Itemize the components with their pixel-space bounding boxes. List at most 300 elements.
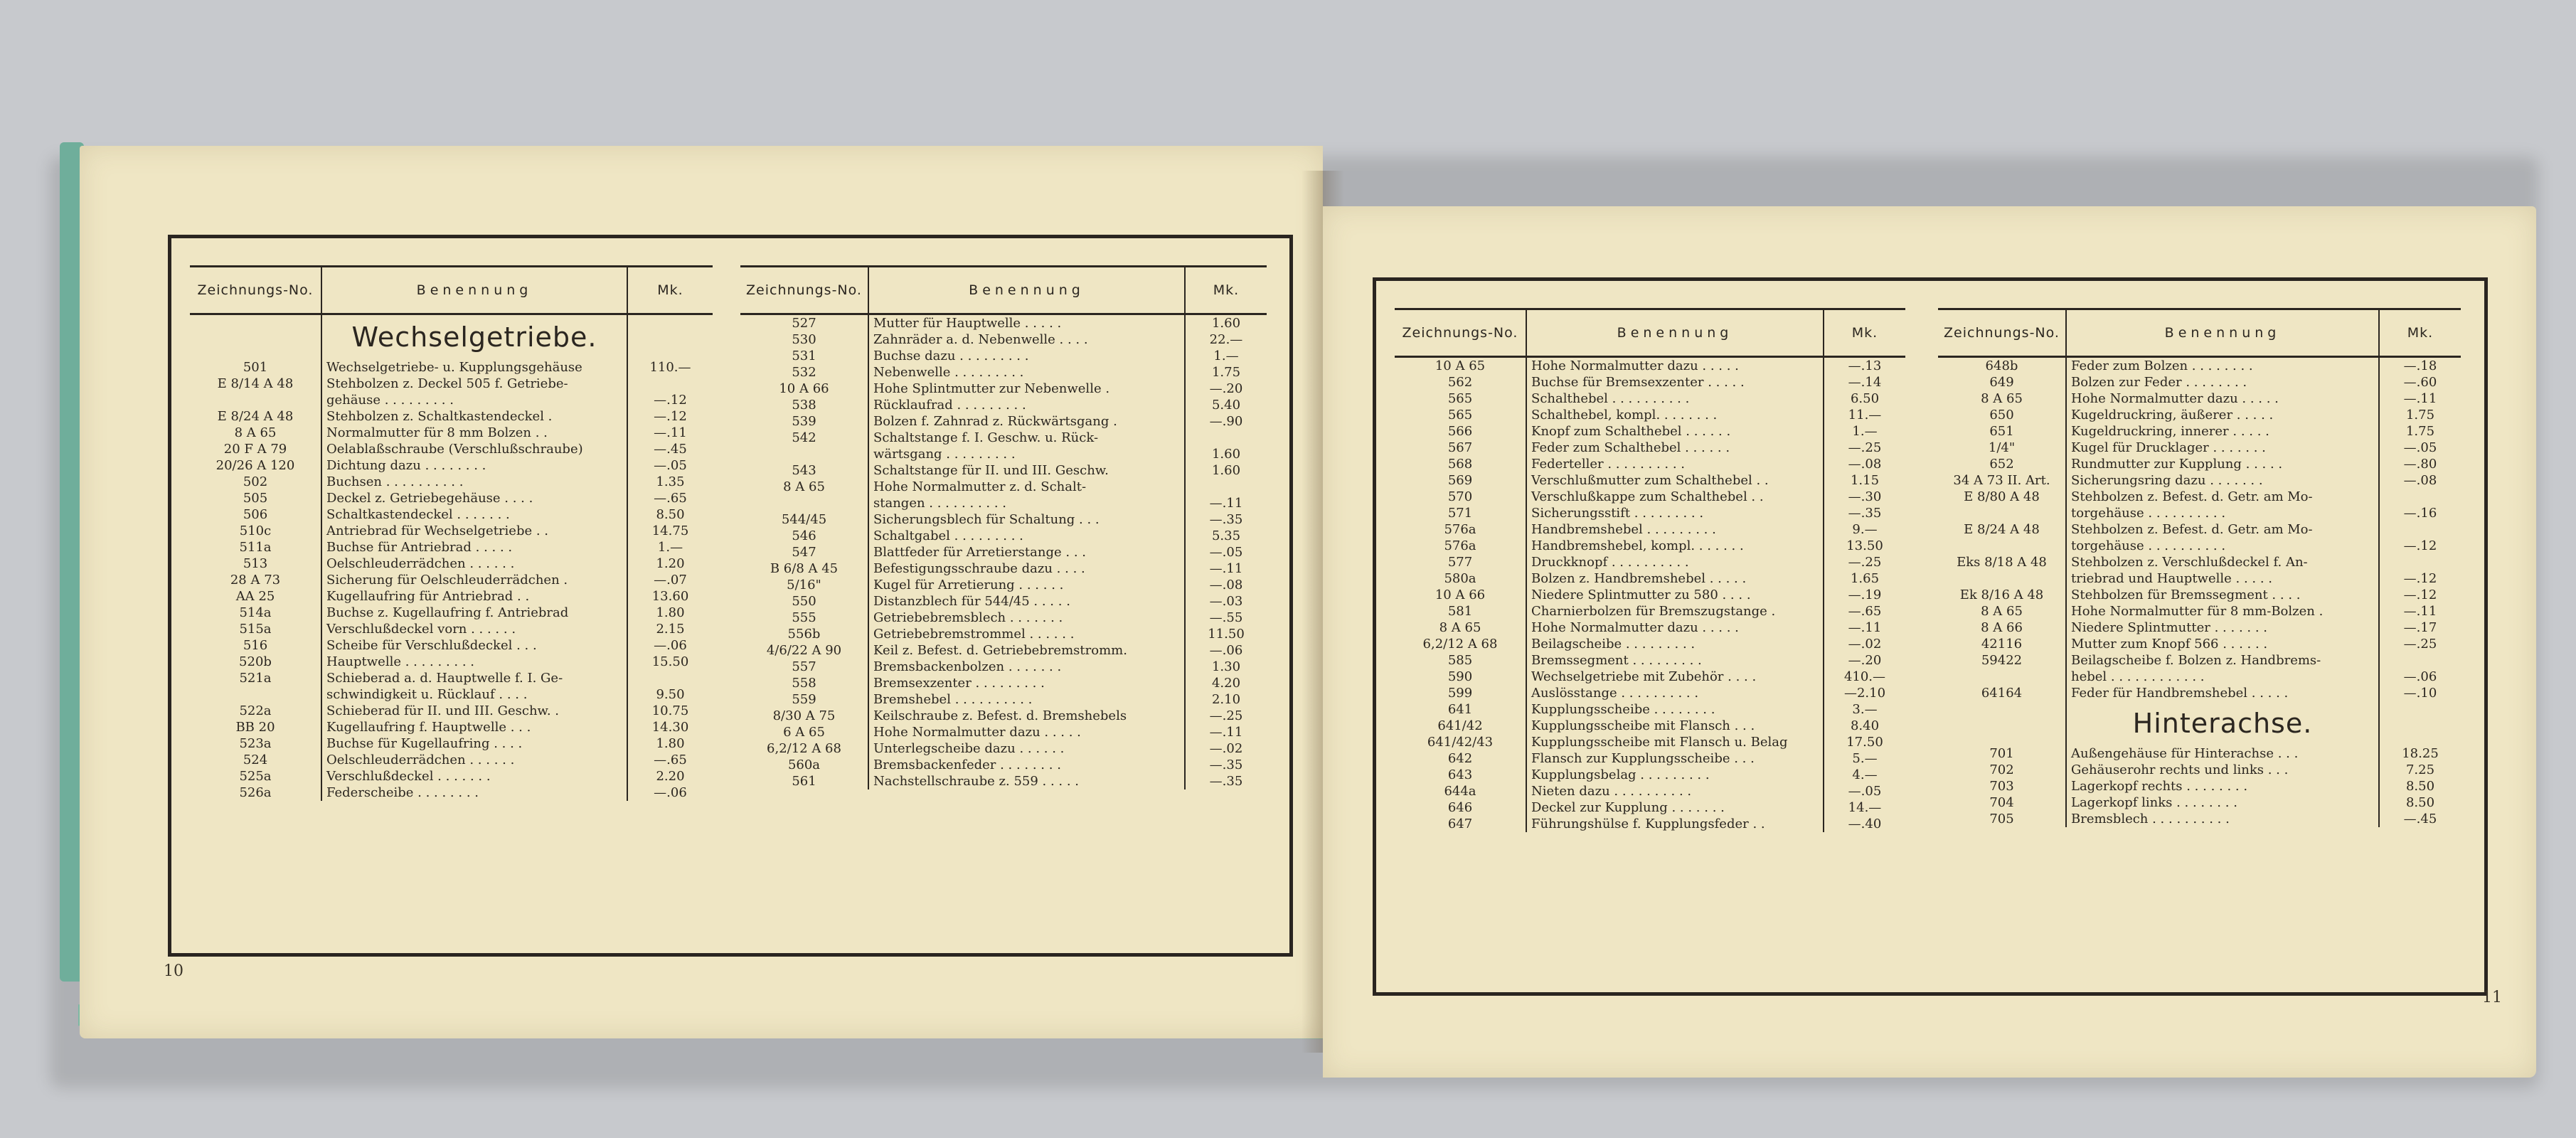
table-row bbox=[1395, 538, 1905, 554]
part-name: Bolzen zur Feder . . . . . . . . bbox=[2066, 374, 2379, 390]
part-price: —.08 bbox=[2403, 473, 2437, 488]
part-name: Kupplungsbelag . . . . . . . . . bbox=[1526, 767, 1824, 783]
table-row bbox=[1938, 685, 2461, 701]
table-row bbox=[740, 544, 1267, 560]
part-price: 8.40 bbox=[1850, 718, 1880, 733]
part-name: Schaltgabel . . . . . . . . . bbox=[868, 528, 1185, 544]
table-row bbox=[740, 528, 1267, 544]
table-row bbox=[190, 670, 713, 686]
part-name: Bremsbackenbolzen . . . . . . . bbox=[868, 659, 1185, 675]
part-name: Stehbolzen z. Verschlußdeckel f. An- bbox=[2066, 554, 2379, 570]
part-number: 642 bbox=[1447, 751, 1473, 766]
part-number: 501 bbox=[243, 360, 268, 375]
part-name: Niedere Splintmutter . . . . . . . bbox=[2066, 619, 2379, 636]
part-number: E 8/80 A 48 bbox=[1964, 489, 2040, 504]
part-number: 521a bbox=[239, 671, 272, 686]
part-number: 571 bbox=[1447, 506, 1473, 521]
part-name: Handbremshebel . . . . . . . . . bbox=[1526, 521, 1824, 538]
table-row bbox=[1395, 652, 1905, 669]
part-number: 561 bbox=[792, 774, 816, 789]
part-price: —.14 bbox=[1848, 375, 1882, 390]
part-name: Getriebebremsblech . . . . . . . bbox=[868, 610, 1185, 626]
part-name: Keilschraube z. Befest. d. Bremshebels bbox=[868, 708, 1185, 724]
part-price: 4.— bbox=[1852, 767, 1878, 782]
part-name: Bremshebel . . . . . . . . . . bbox=[868, 691, 1185, 708]
part-price: 1.15 bbox=[1850, 473, 1880, 488]
part-price: 1.75 bbox=[2405, 424, 2435, 439]
part-name: Befestigungsschraube dazu . . . . bbox=[868, 560, 1185, 577]
table-row bbox=[1395, 750, 1905, 767]
part-number: 513 bbox=[243, 556, 268, 571]
parts-table-right-1 bbox=[1395, 308, 1905, 832]
part-number: 651 bbox=[1989, 424, 2014, 439]
part-price: —.11 bbox=[654, 425, 687, 440]
table-row bbox=[1938, 811, 2461, 827]
table-row bbox=[740, 642, 1267, 659]
section-heading: Hinterachse. bbox=[2066, 701, 2379, 745]
part-number: 547 bbox=[792, 545, 816, 560]
part-name: Schieberad für II. und III. Geschw. . bbox=[321, 703, 627, 719]
part-name: Hohe Normalmutter z. d. Schalt- bbox=[868, 479, 1185, 495]
part-name: Stehbolzen z. Deckel 505 f. Getriebe- bbox=[321, 376, 627, 392]
table-row bbox=[1395, 587, 1905, 603]
part-number: 644a bbox=[1444, 784, 1476, 799]
part-name: Normalmutter für 8 mm Bolzen . . bbox=[321, 425, 627, 441]
part-number: 646 bbox=[1447, 800, 1473, 815]
part-name: Druckknopf . . . . . . . . . . bbox=[1526, 554, 1824, 570]
part-name: Schieberad a. d. Hauptwelle f. I. Ge- bbox=[321, 670, 627, 686]
table-row bbox=[1938, 489, 2461, 505]
part-number: 20 F A 79 bbox=[223, 442, 287, 457]
part-name: Niedere Splintmutter zu 580 . . . . bbox=[1526, 587, 1824, 603]
part-price bbox=[2379, 489, 2461, 505]
part-price: 1.75 bbox=[1211, 365, 1241, 380]
part-price: —.45 bbox=[2403, 812, 2437, 826]
table-row bbox=[190, 572, 713, 588]
part-name: torgehäuse . . . . . . . . . . bbox=[2066, 538, 2379, 554]
table-row bbox=[1395, 783, 1905, 799]
part-number: 565 bbox=[1447, 391, 1473, 406]
table-row bbox=[1395, 554, 1905, 570]
part-name: Buchse z. Kugellaufring f. Antriebrad bbox=[321, 605, 627, 621]
part-price: —.30 bbox=[1848, 489, 1882, 504]
table-row bbox=[740, 314, 1267, 332]
part-number: 527 bbox=[792, 316, 816, 331]
table-row bbox=[1395, 489, 1905, 505]
part-number: 704 bbox=[1989, 795, 2014, 810]
part-price: —.11 bbox=[1848, 620, 1882, 635]
part-number: 516 bbox=[243, 638, 268, 653]
part-name: Rundmutter zur Kupplung . . . . . bbox=[2066, 456, 2379, 472]
part-number: Eks 8/18 A 48 bbox=[1957, 555, 2047, 570]
part-name: Scheibe für Verschlußdeckel . . . bbox=[321, 637, 627, 654]
part-number: 8 A 66 bbox=[1981, 620, 2023, 635]
part-name: Hohe Normalmutter dazu . . . . . bbox=[2066, 390, 2379, 407]
part-price: —.20 bbox=[1209, 381, 1243, 396]
table-row bbox=[1395, 440, 1905, 456]
part-number: 703 bbox=[1989, 779, 2014, 794]
part-price: 2.10 bbox=[1211, 692, 1241, 707]
part-name: Mutter für Hauptwelle . . . . . bbox=[868, 314, 1185, 332]
part-name: Deckel z. Getriebegehäuse . . . . bbox=[321, 490, 627, 506]
table-row bbox=[740, 708, 1267, 724]
part-number: 577 bbox=[1447, 555, 1473, 570]
page-number-left: 10 bbox=[164, 962, 183, 980]
table-row bbox=[1395, 423, 1905, 440]
part-number: 650 bbox=[1989, 408, 2014, 422]
part-price: —.17 bbox=[2403, 620, 2437, 635]
table-row bbox=[1938, 794, 2461, 811]
part-number: 520b bbox=[239, 654, 272, 669]
part-name: Knopf zum Schalthebel . . . . . . bbox=[1526, 423, 1824, 440]
part-number: 524 bbox=[243, 753, 268, 767]
table-row bbox=[1395, 816, 1905, 832]
part-name: Oelschleuderrädchen . . . . . . bbox=[321, 752, 627, 768]
part-number: 10 A 65 bbox=[1435, 358, 1486, 373]
part-number: 1/4" bbox=[1988, 440, 2016, 455]
part-number: 515a bbox=[239, 622, 272, 637]
part-price bbox=[2379, 554, 2461, 570]
part-price: 10.75 bbox=[651, 703, 689, 718]
part-price: 8.50 bbox=[2405, 779, 2435, 794]
part-number: 562 bbox=[1447, 375, 1473, 390]
part-name: Charnierbolzen für Bremszugstange . bbox=[1526, 603, 1824, 619]
part-price: 5.— bbox=[1852, 751, 1878, 766]
table-row bbox=[1938, 357, 2461, 375]
part-price: —.35 bbox=[1209, 774, 1243, 789]
part-number: 648b bbox=[1985, 358, 2018, 373]
part-price: —.02 bbox=[1209, 741, 1243, 756]
table-row bbox=[190, 539, 713, 555]
part-number: 590 bbox=[1447, 669, 1473, 684]
part-number: 514a bbox=[239, 605, 272, 620]
table-row bbox=[1395, 669, 1905, 685]
part-price: —.05 bbox=[654, 458, 687, 473]
part-number: 10 A 66 bbox=[1435, 587, 1486, 602]
part-number: E 8/24 A 48 bbox=[217, 409, 294, 424]
table-row bbox=[190, 785, 713, 801]
part-price: 9.50 bbox=[656, 687, 685, 702]
part-name: Flansch zur Kupplungsscheibe . . . bbox=[1526, 750, 1824, 767]
part-number: 42116 bbox=[1981, 637, 2023, 652]
part-price: —.03 bbox=[1209, 594, 1243, 609]
part-number: 523a bbox=[239, 736, 272, 751]
table-row bbox=[1395, 734, 1905, 750]
part-name: Buchsen . . . . . . . . . . bbox=[321, 474, 627, 490]
part-number: 8 A 65 bbox=[234, 425, 277, 440]
part-price: —.12 bbox=[2403, 587, 2437, 602]
part-name: Hohe Normalmutter dazu . . . . . bbox=[1526, 619, 1824, 636]
table-row bbox=[1938, 390, 2461, 407]
column-header-price: Mk. bbox=[627, 267, 713, 314]
part-number: 8 A 65 bbox=[1981, 604, 2023, 619]
part-price: —.12 bbox=[654, 393, 687, 408]
part-number: 643 bbox=[1447, 767, 1473, 782]
part-price: —.11 bbox=[1209, 561, 1243, 576]
part-name: Kugeldruckring, äußerer . . . . . bbox=[2066, 407, 2379, 423]
part-number: 5/16" bbox=[787, 578, 821, 592]
part-number: 522a bbox=[239, 703, 272, 718]
part-name: Federscheibe . . . . . . . . bbox=[321, 785, 627, 801]
column-header-number: Zeichnungs-No. bbox=[740, 267, 868, 314]
table-row bbox=[1938, 521, 2461, 538]
table-row bbox=[190, 703, 713, 719]
part-name: Dichtung dazu . . . . . . . . bbox=[321, 457, 627, 474]
part-number: 576a bbox=[1444, 522, 1476, 537]
part-price: 13.50 bbox=[1846, 538, 1883, 553]
part-name: Schaltstange für II. und III. Geschw. bbox=[868, 462, 1185, 479]
part-price bbox=[2379, 652, 2461, 669]
part-name: Feder zum Bolzen . . . . . . . . bbox=[2066, 357, 2379, 375]
part-price: —2.10 bbox=[1843, 686, 1886, 701]
part-number: 526a bbox=[239, 785, 272, 800]
section-heading-row bbox=[190, 314, 713, 360]
table-row bbox=[740, 577, 1267, 593]
part-name: Lagerkopf rechts . . . . . . . . bbox=[2066, 778, 2379, 794]
part-number: 565 bbox=[1447, 408, 1473, 422]
part-number: BB 20 bbox=[235, 720, 275, 735]
part-price: 5.40 bbox=[1211, 398, 1241, 413]
part-name: Kupplungsscheibe mit Flansch . . . bbox=[1526, 718, 1824, 734]
part-price: —.13 bbox=[1848, 358, 1882, 373]
part-price: 14.75 bbox=[651, 523, 689, 538]
part-number: 701 bbox=[1989, 746, 2014, 761]
table-row bbox=[190, 376, 713, 392]
part-price: 5.35 bbox=[1211, 528, 1241, 543]
section-heading-row bbox=[1938, 701, 2461, 745]
table-row bbox=[190, 637, 713, 654]
table-row bbox=[1395, 456, 1905, 472]
table-row bbox=[1938, 505, 2461, 521]
part-number: 4/6/22 A 90 bbox=[766, 643, 842, 658]
part-name: Hohe Normalmutter für 8 mm-Bolzen . bbox=[2066, 603, 2379, 619]
table-row bbox=[1938, 374, 2461, 390]
part-name: Handbremshebel, kompl. . . . . . . bbox=[1526, 538, 1824, 554]
table-row bbox=[740, 610, 1267, 626]
table-row bbox=[740, 740, 1267, 757]
part-name: Wechselgetriebe mit Zubehör . . . . bbox=[1526, 669, 1824, 685]
part-price: —.08 bbox=[1848, 457, 1882, 472]
part-name: Gehäuserohr rechts und links . . . bbox=[2066, 762, 2379, 778]
table-row bbox=[740, 479, 1267, 495]
table-row bbox=[1395, 685, 1905, 701]
part-number bbox=[190, 686, 321, 703]
part-price: 8.50 bbox=[656, 507, 685, 522]
part-name: Nachstellschraube z. 559 . . . . . bbox=[868, 773, 1185, 789]
part-name: Wechselgetriebe- u. Kupplungsgehäuse bbox=[321, 359, 627, 376]
column-header-name: Benennung bbox=[868, 267, 1185, 314]
part-number bbox=[1938, 701, 2066, 745]
column-header-number: Zeichnungs-No. bbox=[1938, 309, 2066, 357]
part-price: 11.— bbox=[1848, 408, 1882, 422]
part-name: Buchse für Kugellaufring . . . . bbox=[321, 735, 627, 752]
part-price: 4.20 bbox=[1211, 676, 1241, 691]
part-price bbox=[2379, 521, 2461, 538]
column-header-name: Benennung bbox=[2066, 309, 2379, 357]
part-number: E 8/14 A 48 bbox=[217, 376, 294, 391]
part-name: Oelablaßschraube (Verschlußschraube) bbox=[321, 441, 627, 457]
part-name: Buchse dazu . . . . . . . . . bbox=[868, 348, 1185, 364]
part-number: 546 bbox=[792, 528, 816, 543]
part-price: 2.20 bbox=[656, 769, 685, 784]
table-row bbox=[1395, 636, 1905, 652]
part-price: 8.50 bbox=[2405, 795, 2435, 810]
part-price: —.16 bbox=[2403, 506, 2437, 521]
part-price bbox=[1185, 430, 1267, 446]
part-name: Hauptwelle . . . . . . . . . bbox=[321, 654, 627, 670]
part-price: —.65 bbox=[654, 491, 687, 506]
table-row bbox=[1395, 472, 1905, 489]
part-price: —.20 bbox=[1848, 653, 1882, 668]
part-name: Kugel für Arretierung . . . . . . bbox=[868, 577, 1185, 593]
part-number bbox=[1938, 538, 2066, 554]
part-name: Bremssegment . . . . . . . . . bbox=[1526, 652, 1824, 669]
part-name: Zahnräder a. d. Nebenwelle . . . . bbox=[868, 331, 1185, 348]
table-row bbox=[1938, 456, 2461, 472]
part-price: 15.50 bbox=[651, 654, 689, 669]
part-price: —.11 bbox=[1209, 496, 1243, 511]
column-header-price: Mk. bbox=[1185, 267, 1267, 314]
part-price: —.25 bbox=[1209, 708, 1243, 723]
part-number: 560a bbox=[787, 757, 821, 772]
table-row bbox=[1395, 619, 1905, 636]
part-name: gehäuse . . . . . . . . . bbox=[321, 392, 627, 408]
part-name: Bremsblech . . . . . . . . . . bbox=[2066, 811, 2379, 827]
part-number: 581 bbox=[1447, 604, 1473, 619]
part-number: 8 A 65 bbox=[783, 479, 825, 494]
part-name: Sicherungsstift . . . . . . . . . bbox=[1526, 505, 1824, 521]
column-header-name: Benennung bbox=[321, 267, 627, 314]
part-name: Unterlegscheibe dazu . . . . . . bbox=[868, 740, 1185, 757]
part-number: 599 bbox=[1447, 686, 1473, 701]
left-page-frame bbox=[168, 235, 1293, 957]
part-price: 410.— bbox=[1843, 669, 1886, 684]
part-price: 6.50 bbox=[1850, 391, 1880, 406]
table-row bbox=[1938, 778, 2461, 794]
part-number: 705 bbox=[1989, 812, 2014, 826]
table-row bbox=[740, 381, 1267, 397]
part-price: —.08 bbox=[1209, 578, 1243, 592]
part-price: 14.— bbox=[1848, 800, 1882, 815]
part-number: 570 bbox=[1447, 489, 1473, 504]
part-number: 559 bbox=[792, 692, 816, 707]
part-price: 3.— bbox=[1852, 702, 1878, 717]
part-price: —.35 bbox=[1209, 757, 1243, 772]
part-name: Kugellaufring f. Hauptwelle . . . bbox=[321, 719, 627, 735]
table-row bbox=[190, 686, 713, 703]
table-row bbox=[1395, 407, 1905, 423]
part-number: 585 bbox=[1447, 653, 1473, 668]
part-name: Außengehäuse für Hinterachse . . . bbox=[2066, 745, 2379, 762]
part-name: Distanzblech für 544/45 . . . . . bbox=[868, 593, 1185, 610]
part-price: —.12 bbox=[2403, 538, 2437, 553]
table-row bbox=[740, 462, 1267, 479]
part-price: 2.15 bbox=[656, 622, 685, 637]
part-price: —.55 bbox=[1209, 610, 1243, 625]
table-row bbox=[740, 757, 1267, 773]
part-price: —.25 bbox=[1848, 440, 1882, 455]
part-number: 569 bbox=[1447, 473, 1473, 488]
part-name: Schalthebel, kompl. . . . . . . . bbox=[1526, 407, 1824, 423]
table-row bbox=[740, 413, 1267, 430]
part-name: Lagerkopf links . . . . . . . . bbox=[2066, 794, 2379, 811]
part-name: Kupplungsscheibe mit Flansch u. Belag bbox=[1526, 734, 1824, 750]
part-price: —.65 bbox=[1848, 604, 1882, 619]
part-price: —.06 bbox=[2403, 669, 2437, 684]
table-row bbox=[740, 331, 1267, 348]
table-row bbox=[190, 719, 713, 735]
part-number: 505 bbox=[243, 491, 268, 506]
part-number: 510c bbox=[239, 523, 272, 538]
table-row bbox=[190, 441, 713, 457]
table-row bbox=[1395, 799, 1905, 816]
part-name: stangen . . . . . . . . . . bbox=[868, 495, 1185, 511]
table-row bbox=[740, 560, 1267, 577]
table-row bbox=[1938, 652, 2461, 669]
part-number: 511a bbox=[239, 540, 272, 555]
part-price: 13.60 bbox=[651, 589, 689, 604]
table-row bbox=[740, 348, 1267, 364]
part-name: Federteller . . . . . . . . . . bbox=[1526, 456, 1824, 472]
table-row bbox=[740, 495, 1267, 511]
part-price: 18.25 bbox=[2402, 746, 2439, 761]
part-price: 14.30 bbox=[651, 720, 689, 735]
part-price: 7.25 bbox=[2405, 762, 2435, 777]
part-name: Verschlußmutter zum Schalthebel . . bbox=[1526, 472, 1824, 489]
part-number: 543 bbox=[792, 463, 816, 478]
table-row bbox=[1938, 619, 2461, 636]
part-price: —.12 bbox=[2403, 571, 2437, 586]
part-number: 8 A 65 bbox=[1439, 620, 1481, 635]
part-price: —.25 bbox=[1848, 555, 1882, 570]
table-row bbox=[1938, 554, 2461, 570]
part-price: 1.65 bbox=[1850, 571, 1880, 586]
part-name: Bremsbackenfeder . . . . . . . . bbox=[868, 757, 1185, 773]
part-price: —.11 bbox=[1209, 725, 1243, 740]
table-row bbox=[190, 506, 713, 523]
part-price bbox=[2379, 701, 2461, 745]
part-number bbox=[740, 495, 868, 511]
part-number: 558 bbox=[792, 676, 816, 691]
part-number: 6,2/12 A 68 bbox=[767, 741, 841, 756]
part-price: 1.20 bbox=[656, 556, 685, 571]
part-price: —.02 bbox=[1848, 637, 1882, 652]
part-name: Oelschleuderrädchen . . . . . . bbox=[321, 555, 627, 572]
part-price: —.18 bbox=[2403, 358, 2437, 373]
table-row bbox=[1395, 357, 1905, 375]
table-row bbox=[740, 691, 1267, 708]
table-row bbox=[190, 555, 713, 572]
table-row bbox=[1938, 603, 2461, 619]
table-row bbox=[1395, 570, 1905, 587]
table-row bbox=[1938, 538, 2461, 554]
part-name: Kupplungsscheibe . . . . . . . . bbox=[1526, 701, 1824, 718]
part-name: Kugeldruckring, innerer . . . . . bbox=[2066, 423, 2379, 440]
table-row bbox=[1938, 762, 2461, 778]
part-price: —.06 bbox=[654, 638, 687, 653]
part-number bbox=[1938, 505, 2066, 521]
part-price: 17.50 bbox=[1846, 735, 1883, 750]
parts-table-left-2 bbox=[740, 265, 1267, 789]
part-number: 532 bbox=[792, 365, 816, 380]
part-name: Sicherung für Oelschleuderrädchen . bbox=[321, 572, 627, 588]
table-row bbox=[740, 773, 1267, 789]
part-number: 542 bbox=[792, 430, 816, 445]
table-row bbox=[1938, 570, 2461, 587]
part-name: Nieten dazu . . . . . . . . . . bbox=[1526, 783, 1824, 799]
table-row bbox=[740, 511, 1267, 528]
part-name: triebrad und Hauptwelle . . . . . bbox=[2066, 570, 2379, 587]
